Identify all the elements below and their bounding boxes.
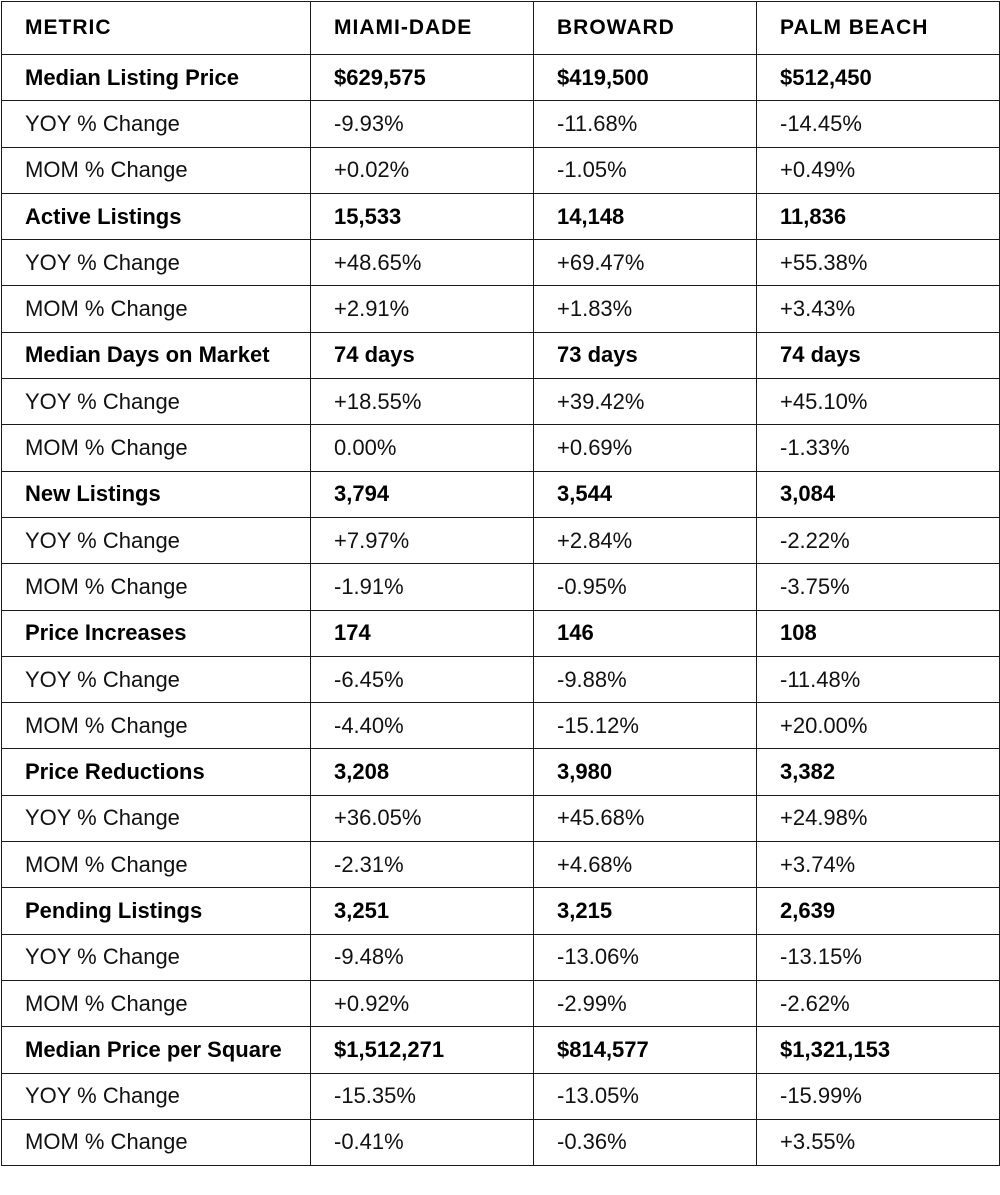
palm-beach-cell: 3,382 bbox=[757, 749, 1000, 795]
broward-cell: 14,148 bbox=[534, 193, 757, 239]
miami-dade-cell: -1.91% bbox=[311, 564, 534, 610]
metric-row bbox=[2, 1027, 1000, 1073]
metric-cell: Pending Listings bbox=[2, 888, 311, 934]
miami-dade-cell: -9.48% bbox=[311, 934, 534, 980]
metric-cell: New Listings bbox=[2, 471, 311, 517]
broward-cell: -2.99% bbox=[534, 980, 757, 1026]
metric-cell: YOY % Change bbox=[2, 240, 311, 286]
miami-dade-cell: $1,512,271 bbox=[311, 1027, 534, 1073]
palm-beach-cell: $1,321,153 bbox=[757, 1027, 1000, 1073]
miami-dade-cell: +2.91% bbox=[311, 286, 534, 332]
table-body bbox=[2, 55, 1000, 1166]
broward-cell: +1.83% bbox=[534, 286, 757, 332]
miami-dade-cell: 174 bbox=[311, 610, 534, 656]
miami-dade-cell: +18.55% bbox=[311, 379, 534, 425]
broward-cell: 146 bbox=[534, 610, 757, 656]
metric-cell: Median Price per Square bbox=[2, 1027, 311, 1073]
metric-cell: Median Days on Market bbox=[2, 332, 311, 378]
miami-dade-cell: +7.97% bbox=[311, 517, 534, 563]
palm-beach-cell: 11,836 bbox=[757, 193, 1000, 239]
change-row bbox=[2, 286, 1000, 332]
header-row bbox=[2, 2, 1000, 55]
broward-cell: -9.88% bbox=[534, 656, 757, 702]
broward-cell: +39.42% bbox=[534, 379, 757, 425]
change-row bbox=[2, 101, 1000, 147]
broward-cell: -0.95% bbox=[534, 564, 757, 610]
metric-cell: YOY % Change bbox=[2, 101, 311, 147]
metric-row bbox=[2, 749, 1000, 795]
palm-beach-cell: 3,084 bbox=[757, 471, 1000, 517]
miami-dade-cell: -9.93% bbox=[311, 101, 534, 147]
palm-beach-cell: 74 days bbox=[757, 332, 1000, 378]
miami-dade-cell: 74 days bbox=[311, 332, 534, 378]
palm-beach-cell: $512,450 bbox=[757, 55, 1000, 101]
change-row bbox=[2, 656, 1000, 702]
miami-dade-cell: +36.05% bbox=[311, 795, 534, 841]
metric-cell: YOY % Change bbox=[2, 656, 311, 702]
metric-cell: Active Listings bbox=[2, 193, 311, 239]
palm-beach-cell: -15.99% bbox=[757, 1073, 1000, 1119]
change-row bbox=[2, 934, 1000, 980]
palm-beach-cell: +3.43% bbox=[757, 286, 1000, 332]
metric-cell: YOY % Change bbox=[2, 795, 311, 841]
change-row bbox=[2, 1119, 1000, 1165]
miami-dade-cell: -6.45% bbox=[311, 656, 534, 702]
change-row bbox=[2, 147, 1000, 193]
change-row bbox=[2, 980, 1000, 1026]
miami-dade-cell: +48.65% bbox=[311, 240, 534, 286]
metric-cell: MOM % Change bbox=[2, 425, 311, 471]
broward-cell: -15.12% bbox=[534, 703, 757, 749]
broward-cell: +69.47% bbox=[534, 240, 757, 286]
broward-cell: $419,500 bbox=[534, 55, 757, 101]
change-row bbox=[2, 795, 1000, 841]
metric-row bbox=[2, 332, 1000, 378]
metric-cell: Price Increases bbox=[2, 610, 311, 656]
miami-dade-cell: +0.92% bbox=[311, 980, 534, 1026]
miami-dade-cell: 15,533 bbox=[311, 193, 534, 239]
palm-beach-cell: +45.10% bbox=[757, 379, 1000, 425]
header-metric: METRIC bbox=[2, 2, 311, 55]
broward-cell: +45.68% bbox=[534, 795, 757, 841]
metric-row bbox=[2, 471, 1000, 517]
palm-beach-cell: -3.75% bbox=[757, 564, 1000, 610]
palm-beach-cell: -13.15% bbox=[757, 934, 1000, 980]
broward-cell: +4.68% bbox=[534, 842, 757, 888]
broward-cell: 3,980 bbox=[534, 749, 757, 795]
header-broward: BROWARD bbox=[534, 2, 757, 55]
miami-dade-cell: -4.40% bbox=[311, 703, 534, 749]
broward-cell: 73 days bbox=[534, 332, 757, 378]
broward-cell: -11.68% bbox=[534, 101, 757, 147]
metrics-table bbox=[1, 1, 1000, 1166]
palm-beach-cell: +3.55% bbox=[757, 1119, 1000, 1165]
metric-cell: MOM % Change bbox=[2, 286, 311, 332]
metric-cell: YOY % Change bbox=[2, 934, 311, 980]
metric-row bbox=[2, 55, 1000, 101]
palm-beach-cell: -14.45% bbox=[757, 101, 1000, 147]
broward-cell: 3,215 bbox=[534, 888, 757, 934]
miami-dade-cell: +0.02% bbox=[311, 147, 534, 193]
miami-dade-cell: 3,208 bbox=[311, 749, 534, 795]
broward-cell: -13.06% bbox=[534, 934, 757, 980]
miami-dade-cell: -2.31% bbox=[311, 842, 534, 888]
palm-beach-cell: +3.74% bbox=[757, 842, 1000, 888]
change-row bbox=[2, 842, 1000, 888]
palm-beach-cell: +0.49% bbox=[757, 147, 1000, 193]
metric-cell: YOY % Change bbox=[2, 1073, 311, 1119]
metric-cell: MOM % Change bbox=[2, 980, 311, 1026]
header-miami-dade: MIAMI-DADE bbox=[311, 2, 534, 55]
metric-row bbox=[2, 610, 1000, 656]
miami-dade-cell: 3,794 bbox=[311, 471, 534, 517]
broward-cell: -0.36% bbox=[534, 1119, 757, 1165]
metric-cell: MOM % Change bbox=[2, 147, 311, 193]
metric-cell: YOY % Change bbox=[2, 517, 311, 563]
miami-dade-cell: 3,251 bbox=[311, 888, 534, 934]
change-row bbox=[2, 517, 1000, 563]
miami-dade-cell: 0.00% bbox=[311, 425, 534, 471]
palm-beach-cell: -2.62% bbox=[757, 980, 1000, 1026]
metric-row bbox=[2, 888, 1000, 934]
metric-cell: MOM % Change bbox=[2, 703, 311, 749]
palm-beach-cell: +24.98% bbox=[757, 795, 1000, 841]
palm-beach-cell: -11.48% bbox=[757, 656, 1000, 702]
metric-cell: Price Reductions bbox=[2, 749, 311, 795]
metric-cell: MOM % Change bbox=[2, 564, 311, 610]
palm-beach-cell: +55.38% bbox=[757, 240, 1000, 286]
header-palm-beach: PALM BEACH bbox=[757, 2, 1000, 55]
broward-cell: 3,544 bbox=[534, 471, 757, 517]
palm-beach-cell: -2.22% bbox=[757, 517, 1000, 563]
broward-cell: $814,577 bbox=[534, 1027, 757, 1073]
palm-beach-cell: 108 bbox=[757, 610, 1000, 656]
broward-cell: -1.05% bbox=[534, 147, 757, 193]
broward-cell: +0.69% bbox=[534, 425, 757, 471]
palm-beach-cell: +20.00% bbox=[757, 703, 1000, 749]
palm-beach-cell: -1.33% bbox=[757, 425, 1000, 471]
change-row bbox=[2, 1073, 1000, 1119]
miami-dade-cell: -15.35% bbox=[311, 1073, 534, 1119]
change-row bbox=[2, 379, 1000, 425]
change-row bbox=[2, 703, 1000, 749]
palm-beach-cell: 2,639 bbox=[757, 888, 1000, 934]
change-row bbox=[2, 240, 1000, 286]
change-row bbox=[2, 425, 1000, 471]
change-row bbox=[2, 564, 1000, 610]
miami-dade-cell: -0.41% bbox=[311, 1119, 534, 1165]
metric-cell: MOM % Change bbox=[2, 1119, 311, 1165]
miami-dade-cell: $629,575 bbox=[311, 55, 534, 101]
metric-row bbox=[2, 193, 1000, 239]
broward-cell: -13.05% bbox=[534, 1073, 757, 1119]
broward-cell: +2.84% bbox=[534, 517, 757, 563]
metric-cell: Median Listing Price bbox=[2, 55, 311, 101]
metric-cell: YOY % Change bbox=[2, 379, 311, 425]
metric-cell: MOM % Change bbox=[2, 842, 311, 888]
